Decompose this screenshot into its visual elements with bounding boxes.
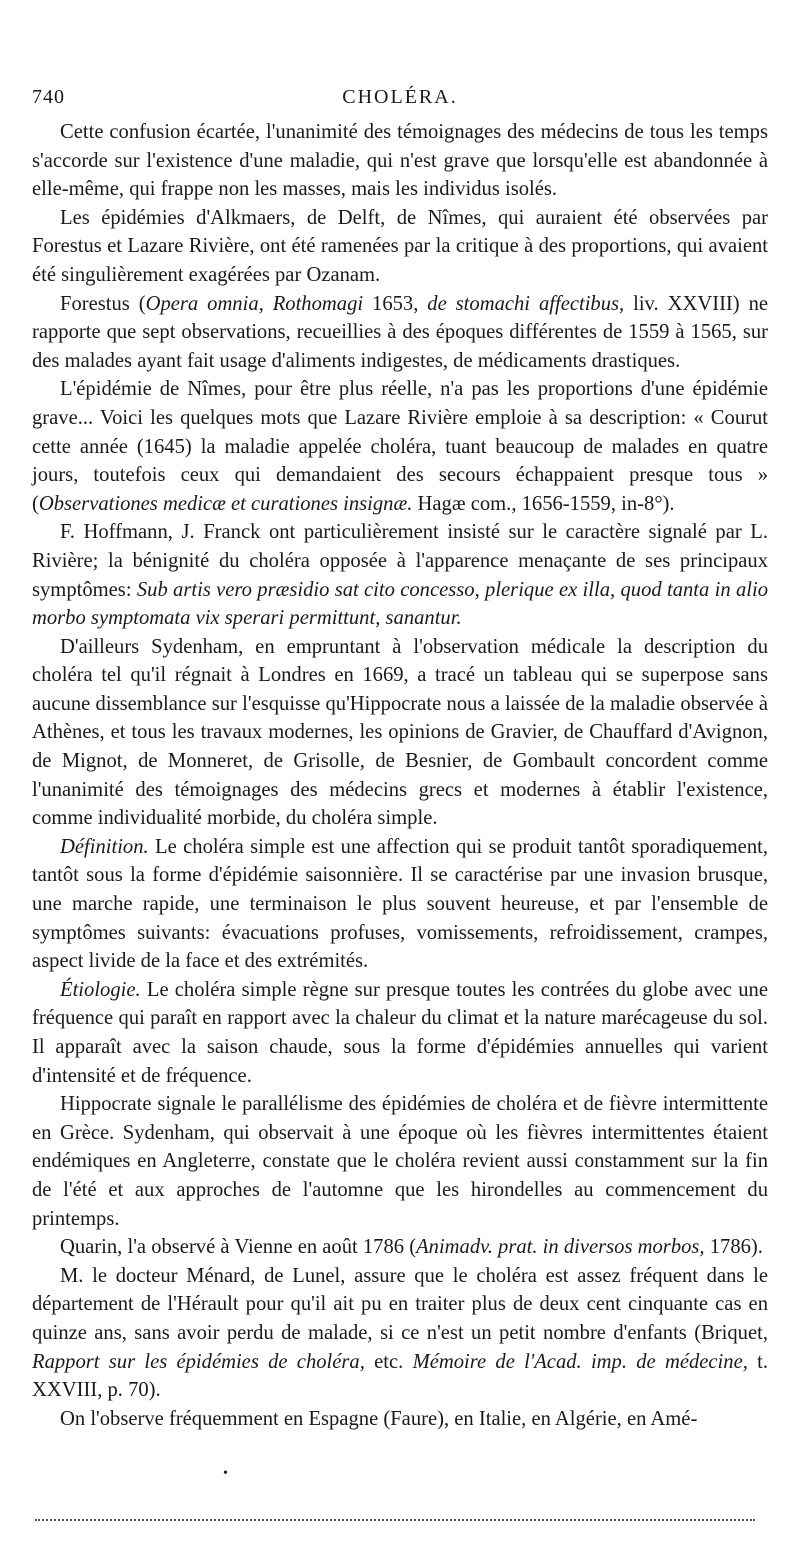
italic-text: Définition. (60, 835, 149, 858)
running-title: CHOLÉRA. (342, 86, 458, 108)
italic-text: Étiologie. (60, 978, 141, 1001)
text-run: Cette confusion écartée, l'unanimité des témoignages des médecins de tous les temps s'accorde sur l'existence d'une maladie, qui n'est grave que lorsqu'elle est abandonnée à elle-même, qui frappe non les masses, mais les individus isolés. (32, 121, 768, 201)
italic-text: Mémoire de l'Acad. imp. de médecine, (412, 1350, 748, 1373)
text-run: Forestus ( (60, 292, 146, 315)
footer-rule (35, 1519, 755, 1521)
text-run: M. le docteur Ménard, de Lunel, assure que le choléra est assez fréquent dans le département de l'Hérault pour qu'il ait pu en traiter plus de deux cent cinquante cas en quinze ans, sans avoir perdu de malade, si ce n'est un petit nombre d'enfants (Briquet, (32, 1264, 768, 1344)
paragraph (32, 118, 768, 204)
text-run: Quarin, l'a observé à Vienne en août 1786 ( (60, 1236, 417, 1259)
italic-text: Animadv. prat. in diversos morbos, (416, 1236, 705, 1259)
text-run: Le choléra simple est une affection qui se produit tantôt sporadiquement, tantôt sous la forme d'épidémie saisonnière. Il se caractérise par une invasion brusque, une marche rapide, une terminaison le plus souvent heureuse, et par l'ensemble de symptômes suivants: évacuations profuses, vomissements, refroidissement, crampes, aspect livide de la face et des extrémités. (32, 835, 768, 973)
ornament-dot: • (223, 1466, 228, 1481)
text-run: F. Hoffmann, J. Franck ont particulièrement insisté sur le caractère signalé par L. Rivière; la bénignité du choléra opposée à l'apparence menaçante de ses principaux symptômes: (32, 521, 768, 601)
text-run: etc. (364, 1350, 413, 1373)
text-run: L'épidémie de Nîmes, pour être plus réelle, n'a pas les proportions d'une épidémie grave... Voici les quelques mots que Lazare Rivière emploie à sa description: « Courut cette année (1645) la maladie appelée choléra, tuant beaucoup de malades en quatre jours, toutefois ceux qui demandaient des secours échappaient presque tous » ( (32, 378, 768, 515)
italic-text: Rapport sur les épidémies de choléra, (32, 1350, 365, 1373)
paragraph (32, 204, 768, 290)
text-run: Le choléra simple règne sur presque toutes les contrées du globe avec une fréquence qui paraît en rapport avec la chaleur du climat et la nature marécageuse du sol. Il apparaît avec la saison chaude, sous la forme d'épidémies annuelles qui varient d'intensité et de fréquence. (32, 978, 768, 1087)
text-run: Les épidémies d'Alkmaers, de Delft, de Nîmes, qui auraient été observées par Forestus et Lazare Rivière, ont été ramenées par la critique à des proportions, qui avaient été singulièrement exagérées par Ozanam. (32, 206, 768, 286)
paragraph (32, 1405, 768, 1434)
paragraph (32, 375, 768, 518)
italic-text: Opera omnia, Rothomagi (145, 292, 364, 315)
text-run: liv. XXVIII) ne rapporte que sept observations, recueillies à des époques différentes de 1559 à 1565, sur des malades ayant fait usage d'aliments indigestes, de médicaments drastiques. (32, 292, 769, 372)
paragraph (32, 976, 768, 1090)
italic-text: Sub artis vero præsidio sat cito concesso, plerique ex illa, quod tanta in alio morbo symptomata vix sperari permittunt, sanantur. (32, 578, 768, 630)
text-run: On l'observe fréquemment en Espagne (Faure), en Italie, en Algérie, en Amé- (60, 1407, 698, 1430)
text-run: 1653, (363, 292, 428, 315)
text-run: t. XXVIII, p. 70). (32, 1350, 768, 1402)
text-run: Hippocrate signale le parallélisme des épidémies de choléra et de fièvre intermittente en Grèce. Sydenham, qui observait à une époque où les fièvres intermittentes étaient endémiques en Angleterre, constate que le choléra revient aussi constamment sur la fin de l'été et aux approches de l'automne que les hirondelles au commencement du printemps. (32, 1093, 768, 1230)
text-run: 1786). (704, 1236, 763, 1259)
italic-text: de stomachi affectibus, (427, 292, 625, 315)
page (32, 86, 768, 1433)
page-header (32, 86, 768, 118)
paragraph (32, 633, 768, 833)
paragraph (32, 1090, 768, 1233)
body-text (32, 118, 768, 1433)
text-run: D'ailleurs Sydenham, en empruntant à l'observation médicale la description du choléra tel qu'il régnait à Londres en 1669, a tracé un tableau qui se superpose sans aucune dissemblance sur l'esquisse qu'Hippocrate nous a laissée de la maladie observée à Athènes, et tous les travaux modernes, les opinions de Gravier, de Chauffard d'Avignon, de Mignot, de Monneret, de Grisolle, de Besnier, de Gombault concordent comme l'unanimité des témoignages des médecins grecs et modernes à établir l'existence, comme individualité morbide, du choléra simple. (32, 635, 768, 830)
paragraph (32, 518, 768, 632)
page-number: 740 (32, 86, 65, 108)
text-run: Hagæ com., 1656-1559, in-8°). (412, 492, 675, 515)
paragraph (32, 1262, 768, 1405)
paragraph (32, 833, 768, 976)
paragraph (32, 1233, 768, 1262)
paragraph (32, 290, 768, 376)
italic-text: Observationes medicæ et curationes insignæ. (38, 492, 413, 515)
